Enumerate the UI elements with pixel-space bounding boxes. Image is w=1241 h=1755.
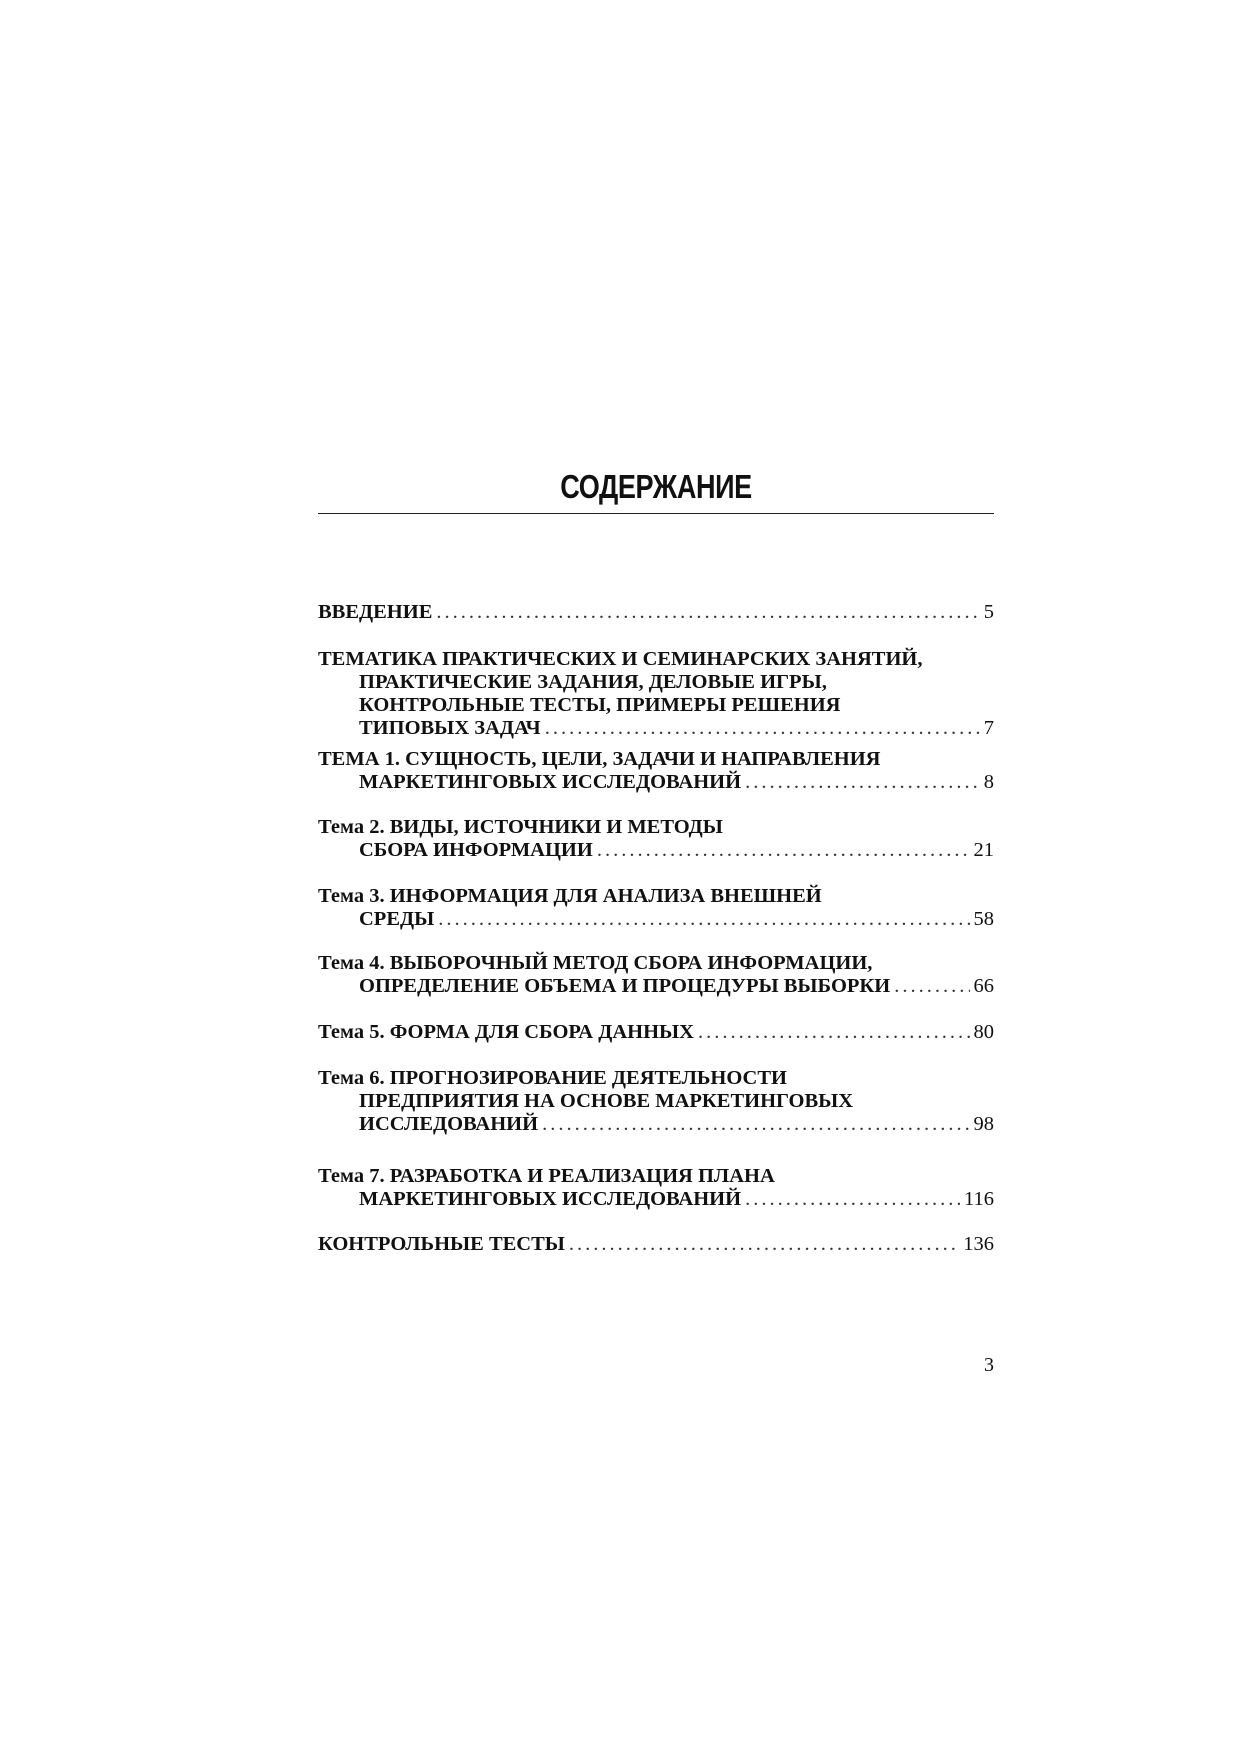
toc-entry-title: ПРОГНОЗИРОВАНИЕ ДЕЯТЕЛЬНОСТИ bbox=[389, 1067, 787, 1089]
toc-topic-prefix: Тема 2. bbox=[318, 816, 390, 838]
toc-entry-line bbox=[318, 671, 994, 694]
toc-entry-title: СБОРА ИНФОРМАЦИИ bbox=[359, 839, 593, 861]
toc-topic-prefix: Тема 5. bbox=[318, 1021, 390, 1043]
toc-entry-line bbox=[318, 1165, 994, 1188]
toc-entry-line bbox=[318, 1188, 994, 1211]
toc-entry-line bbox=[318, 885, 994, 908]
toc-topic-prefix: Тема 3. bbox=[318, 885, 390, 907]
toc-entry[interactable] bbox=[318, 1233, 994, 1256]
toc-entry-line bbox=[318, 816, 994, 839]
toc-topic-prefix: Тема 4. bbox=[318, 952, 390, 974]
toc-entry-line bbox=[318, 694, 994, 717]
page bbox=[318, 0, 994, 1755]
toc-page-number: 5 bbox=[983, 601, 994, 623]
toc-topic-prefix: Тема 7. bbox=[318, 1165, 390, 1187]
toc-page-number: 21 bbox=[973, 839, 994, 861]
toc-page-number: 116 bbox=[964, 1188, 994, 1210]
toc-page-number: 80 bbox=[973, 1021, 994, 1043]
dot-leader bbox=[545, 717, 980, 740]
toc-entry-title: МАРКЕТИНГОВЫХ ИССЛЕДОВАНИЙ bbox=[359, 771, 742, 793]
toc-entry-title: КОНТРОЛЬНЫЕ ТЕСТЫ bbox=[318, 1233, 565, 1255]
toc-entry-line bbox=[318, 1233, 994, 1256]
toc-entry-line bbox=[318, 975, 994, 998]
toc-entry-line bbox=[318, 748, 994, 771]
toc-entry-title: ВВЕДЕНИЕ bbox=[318, 601, 433, 623]
toc-entry[interactable] bbox=[318, 601, 994, 624]
toc-page-number: 66 bbox=[973, 975, 994, 997]
toc-page-number: 7 bbox=[983, 717, 994, 739]
title-divider bbox=[318, 513, 994, 514]
toc-page-number: 136 bbox=[963, 1233, 994, 1255]
toc-entry-line bbox=[318, 952, 994, 975]
toc-entry[interactable] bbox=[318, 1067, 994, 1136]
toc-entry-line bbox=[318, 1067, 994, 1090]
toc-entry-line bbox=[318, 839, 994, 862]
toc-entry-title: ТЕМАТИКА ПРАКТИЧЕСКИХ И СЕМИНАРСКИХ ЗАНЯТИЙ, bbox=[318, 648, 923, 670]
toc-page-number: 58 bbox=[973, 908, 994, 930]
dot-leader bbox=[698, 1021, 970, 1044]
toc-entry[interactable] bbox=[318, 816, 994, 862]
toc-entry-line bbox=[318, 601, 994, 624]
toc-entry[interactable] bbox=[318, 648, 994, 740]
toc-entry[interactable] bbox=[318, 1021, 994, 1044]
toc-page-number: 98 bbox=[973, 1113, 994, 1135]
toc-entry[interactable] bbox=[318, 748, 994, 794]
toc-entry-title: ВИДЫ, ИСТОЧНИКИ И МЕТОДЫ bbox=[389, 816, 723, 838]
toc-entry-title: ПРЕДПРИЯТИЯ НА ОСНОВЕ МАРКЕТИНГОВЫХ bbox=[359, 1090, 854, 1112]
toc-entry[interactable] bbox=[318, 952, 994, 998]
toc-topic-prefix: Тема 6. bbox=[318, 1067, 390, 1089]
page-number: 3 bbox=[984, 1354, 994, 1376]
dot-leader bbox=[542, 1113, 969, 1136]
toc-entry-title: ФОРМА ДЛЯ СБОРА ДАННЫХ bbox=[389, 1021, 694, 1043]
toc-entry-title: ТИПОВЫХ ЗАДАЧ bbox=[359, 717, 541, 739]
dot-leader bbox=[745, 1188, 960, 1211]
toc-entry-line bbox=[318, 648, 994, 671]
toc-entry-line bbox=[318, 717, 994, 740]
page-title: СОДЕРЖАНИЕ bbox=[560, 468, 752, 505]
dot-leader bbox=[745, 771, 980, 794]
toc-entry-title: ИНФОРМАЦИЯ ДЛЯ АНАЛИЗА ВНЕШНЕЙ bbox=[389, 885, 822, 907]
toc-entry-title: МАРКЕТИНГОВЫХ ИССЛЕДОВАНИЙ bbox=[359, 1188, 742, 1210]
dot-leader bbox=[438, 908, 969, 931]
toc-entry-title: РАЗРАБОТКА И РЕАЛИЗАЦИЯ ПЛАНА bbox=[389, 1165, 775, 1187]
toc-entry-line bbox=[318, 908, 994, 931]
toc-entry[interactable] bbox=[318, 1165, 994, 1211]
toc-entry[interactable] bbox=[318, 885, 994, 931]
toc-entry-title: СРЕДЫ bbox=[359, 908, 435, 930]
toc-entry-title: ВЫБОРОЧНЫЙ МЕТОД СБОРА ИНФОРМАЦИИ, bbox=[389, 952, 873, 974]
toc-entry-title: КОНТРОЛЬНЫЕ ТЕСТЫ, ПРИМЕРЫ РЕШЕНИЯ bbox=[359, 694, 841, 716]
toc-entry-line bbox=[318, 771, 994, 794]
dot-leader bbox=[894, 975, 969, 998]
toc-entry-line bbox=[318, 1021, 994, 1044]
dot-leader bbox=[436, 601, 979, 624]
toc-entry-title: ИССЛЕДОВАНИЙ bbox=[359, 1113, 539, 1135]
toc-page-number: 8 bbox=[983, 771, 994, 793]
toc-entry-line bbox=[318, 1090, 994, 1113]
dot-leader bbox=[597, 839, 970, 862]
dot-leader bbox=[569, 1233, 959, 1256]
toc-entry-title: ОПРЕДЕЛЕНИЕ ОБЪЕМА И ПРОЦЕДУРЫ ВЫБОРКИ bbox=[359, 975, 891, 997]
toc-entry-title: ТЕМА 1. СУЩНОСТЬ, ЦЕЛИ, ЗАДАЧИ И НАПРАВЛЕНИЯ bbox=[318, 748, 881, 770]
toc-entry-title: ПРАКТИЧЕСКИЕ ЗАДАНИЯ, ДЕЛОВЫЕ ИГРЫ, bbox=[359, 671, 827, 693]
toc-entry-line bbox=[318, 1113, 994, 1136]
